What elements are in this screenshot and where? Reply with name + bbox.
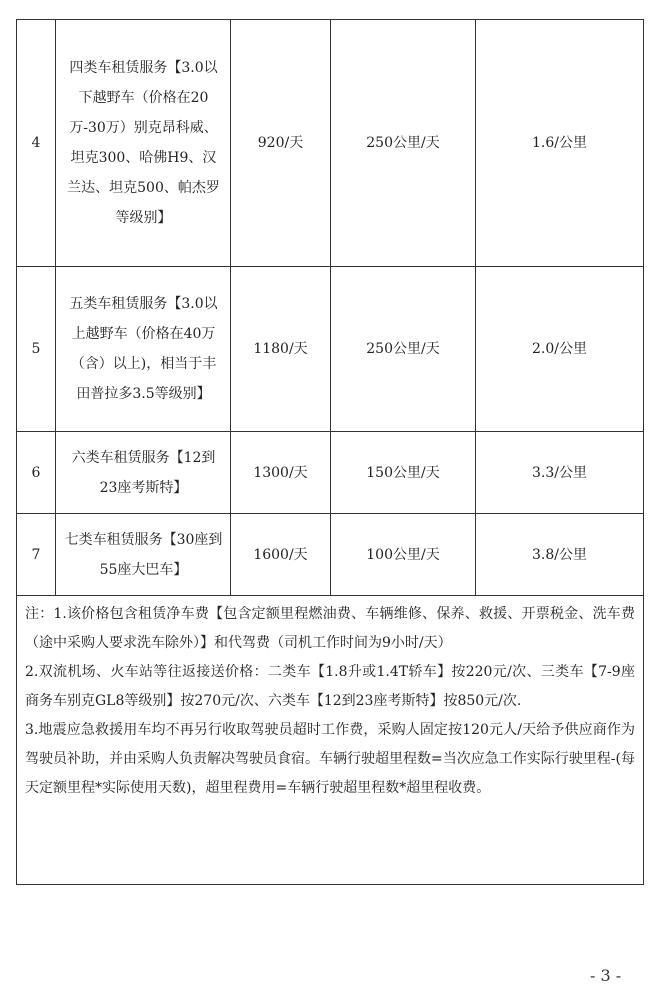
table-row bbox=[17, 20, 644, 267]
table-row bbox=[17, 432, 644, 514]
service-item: 六类车租赁服务【12到23座考斯特】 bbox=[56, 432, 231, 514]
daily-mileage: 250公里/天 bbox=[331, 267, 476, 432]
service-item: 七类车租赁服务【30座到55座大巴车】 bbox=[56, 514, 231, 596]
row-number: 6 bbox=[17, 432, 56, 514]
note-3: 3.地震应急救援用车均不再另行收取驾驶员超时工作费，采购人固定按120元人/天给予供应商作为驾驶员补助，并由采购人负责解决驾驶员食宿。车辆行驶超里程数=当次应急工作实际行驶里程-(每天定额里程*实际使用天数)，超里程费用=车辆行驶超里程数*超里程收费。 bbox=[25, 722, 635, 796]
over-mileage-fee: 3.3/公里 bbox=[476, 432, 644, 514]
page-number: - 3 - bbox=[590, 966, 622, 985]
notes-row bbox=[17, 596, 644, 885]
daily-mileage: 150公里/天 bbox=[331, 432, 476, 514]
row-number: 7 bbox=[17, 514, 56, 596]
note-1: 注：1.该价格包含租赁净车费【包含定额里程燃油费、车辆维修、保养、救援、开票税金、洗车费（途中采购人要求洗车除外）】和代驾费（司机工作时间为9小时/天） bbox=[25, 606, 635, 651]
note-2: 2.双流机场、火车站等往返接送价格：二类车【1.8升或1.4T轿车】按220元/次、三类车【7-9座商务车别克GL8等级别】按270元/次、六类车【12到23座考斯特】按850元/次. bbox=[25, 664, 635, 709]
rental-price-table bbox=[16, 19, 644, 885]
daily-price: 1300/天 bbox=[231, 432, 331, 514]
daily-price: 1180/天 bbox=[231, 267, 331, 432]
service-item: 五类车租赁服务【3.0以上越野车（价格在40万（含）以上)，相当于丰田普拉多3.5等级别】 bbox=[56, 267, 231, 432]
notes-cell bbox=[17, 596, 644, 885]
service-item: 四类车租赁服务【3.0以下越野车（价格在20万-30万）别克昂科威、坦克300、哈佛H9、汉兰达、坦克500、帕杰罗等级别】 bbox=[56, 20, 231, 267]
over-mileage-fee: 2.0/公里 bbox=[476, 267, 644, 432]
row-number: 5 bbox=[17, 267, 56, 432]
over-mileage-fee: 3.8/公里 bbox=[476, 514, 644, 596]
daily-price: 1600/天 bbox=[231, 514, 331, 596]
table-row bbox=[17, 514, 644, 596]
over-mileage-fee: 1.6/公里 bbox=[476, 20, 644, 267]
daily-price: 920/天 bbox=[231, 20, 331, 267]
row-number: 4 bbox=[17, 20, 56, 267]
daily-mileage: 100公里/天 bbox=[331, 514, 476, 596]
daily-mileage: 250公里/天 bbox=[331, 20, 476, 267]
table-row bbox=[17, 267, 644, 432]
